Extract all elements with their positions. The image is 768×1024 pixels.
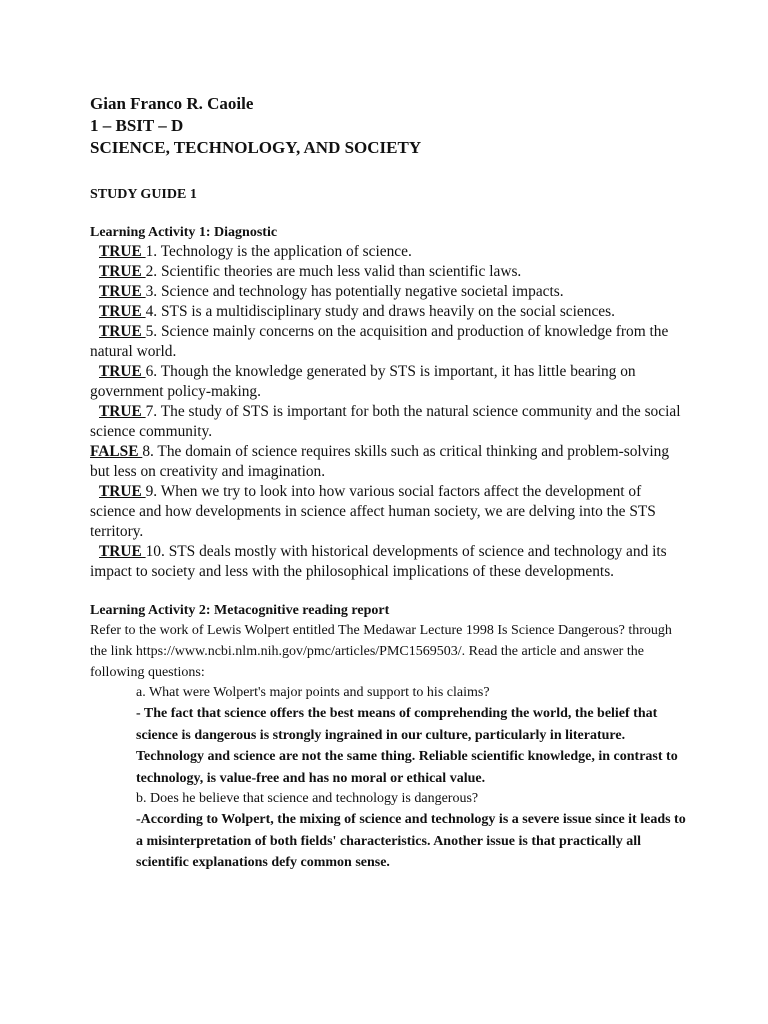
activity2-section (90, 602, 690, 874)
activity2-questions (136, 683, 688, 874)
statement-7: 7. The study of STS is important for both the natural science community and the social science community. (90, 403, 681, 440)
answer-7: TRUE (99, 403, 146, 420)
answer-a: - The fact that science offers the best means of comprehending the world, the belief that science is dangerous is strongly ingrained in our culture, particularly in literature. Technology and science are not the same thing. Reliable scientific knowledge, in contrast to technology, is value-free and has no moral or ethical value. (136, 706, 678, 786)
answer-b: -According to Wolpert, the mixing of science and technology is a severe issue since it leads to a misinterpretation of both fields' characteristics. Another issue is that practically all scientific explanations defy common sense. (136, 812, 686, 870)
diagnostic-item-9 (90, 482, 690, 542)
activity1-list (90, 242, 690, 582)
answer-4: TRUE (99, 303, 146, 320)
answer-9: TRUE (99, 483, 146, 500)
class-section: 1 – BSIT – D (90, 116, 184, 135)
answer-3: TRUE (99, 283, 146, 300)
statement-5: 5. Science mainly concerns on the acquisition and production of knowledge from the natural world. (90, 323, 669, 360)
statement-8: 8. The domain of science requires skills such as critical thinking and problem-solving but less on creativity and imagination. (90, 443, 670, 480)
statement-1: 1. Technology is the application of science. (145, 243, 412, 260)
student-name: Gian Franco R. Caoile (90, 94, 254, 113)
activity2-title: Learning Activity 2: Metacognitive reading report (90, 603, 390, 618)
document-page (90, 93, 690, 874)
question-b: b. Does he believe that science and technology is dangerous? (136, 791, 479, 806)
activity2-intro: Refer to the work of Lewis Wolpert entitled The Medawar Lecture 1998 Is Science Dangerous? through the link https://www.ncbi.nlm.nih.gov/pmc/articles/PMC1569503/. Read the article and answer the following questions: (90, 623, 672, 680)
statement-4: 4. STS is a multidisciplinary study and draws heavily on the social sciences. (145, 303, 615, 320)
statement-3: 3. Science and technology has potentially negative societal impacts. (145, 283, 564, 300)
statement-10: 10. STS deals mostly with historical developments of science and technology and its impact to society and less with the philosophical implications of these developments. (90, 543, 667, 580)
activity1-title: Learning Activity 1: Diagnostic (90, 225, 278, 240)
answer-2: TRUE (99, 263, 146, 280)
diagnostic-item-8 (90, 442, 690, 482)
diagnostic-item-4 (90, 302, 690, 322)
diagnostic-item-10 (90, 542, 690, 582)
answer-1: TRUE (99, 243, 146, 260)
diagnostic-item-1 (90, 242, 690, 262)
statement-2: 2. Scientific theories are much less valid than scientific laws. (145, 263, 522, 280)
diagnostic-item-7 (90, 402, 690, 442)
answer-10: TRUE (99, 543, 146, 560)
diagnostic-item-3 (90, 282, 690, 302)
statement-6: 6. Though the knowledge generated by STS is important, it has little bearing on government policy-making. (90, 363, 636, 400)
diagnostic-item-6 (90, 362, 690, 402)
answer-5: TRUE (99, 323, 146, 340)
diagnostic-item-5 (90, 322, 690, 362)
statement-9: 9. When we try to look into how various social factors affect the development of science and how developments in science affect human society, we are delving into the STS territory. (90, 483, 656, 540)
course-title: SCIENCE, TECHNOLOGY, AND SOCIETY (90, 138, 422, 157)
question-a: a. What were Wolpert's major points and support to his claims? (136, 685, 490, 700)
study-guide-title: STUDY GUIDE 1 (90, 187, 197, 202)
answer-8: FALSE (90, 443, 143, 460)
answer-6: TRUE (99, 363, 146, 380)
diagnostic-item-2 (90, 262, 690, 282)
